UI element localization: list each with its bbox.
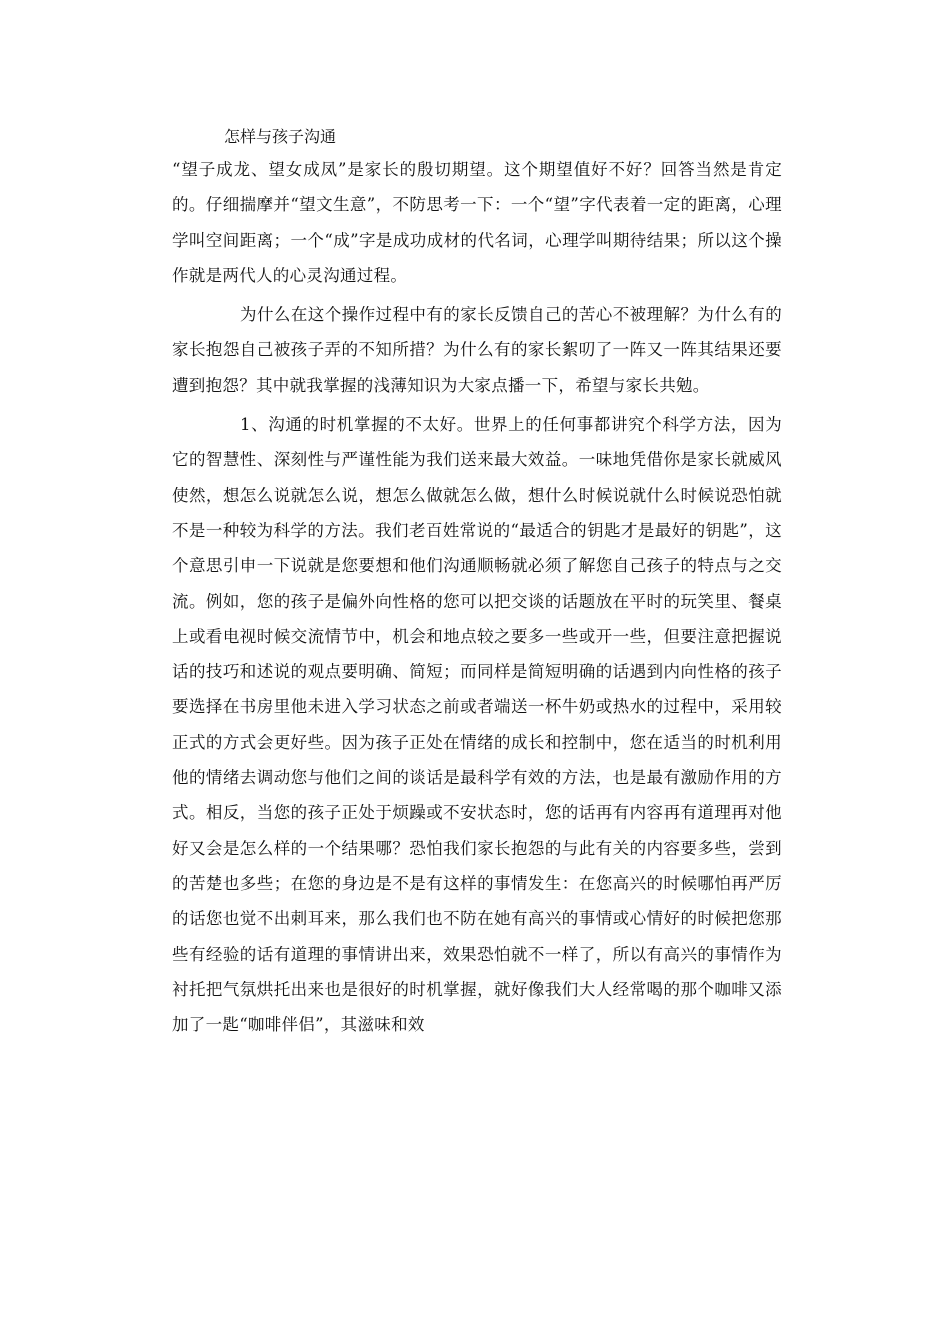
document-title: 怎样与孩子沟通 (224, 127, 337, 146)
document-body (172, 119, 782, 1046)
paragraph-point-1: 1、沟通的时机掌握的不太好。世界上的任何事都讲究个科学方法，因为它的智慧性、深刻性与严谨性能为我们送来最大效益。一味地凭借你是家长就威风使然，想怎么说就怎么说，想怎么做就怎么做，想什么时候说就什么时候说恐怕就不是一种较为科学的方法。我们老百姓常说的“最适合的钥匙才是最好的钥匙”，这个意思引申一下说就是您要想和他们沟通顺畅就必须了解您自己孩子的特点与之交流。例如，您的孩子是偏外向性格的您可以把交谈的话题放在平时的玩笑里、餐桌上或看电视时候交流情节中，机会和地点较之要多一些或开一些，但要注意把握说话的技巧和述说的观点要明确、简短；而同样是简短明确的话遇到内向性格的孩子要选择在书房里他未进入学习状态之前或者端送一杯牛奶或热水的过程中，采用较正式的方式会更好些。因为孩子正处在情绪的成长和控制中，您在适当的时机利用他的情绪去调动您与他们之间的谈话是最科学有效的方法，也是最有激励作用的方式。相反，当您的孩子正处于烦躁或不安状态时，您的话再有内容再有道理再对他好又会是怎么样的一个结果哪？恐怕我们家长抱怨的与此有关的内容要多些，尝到的苦楚也多些；在您的身边是不是有这样的事情发生：在您高兴的时候哪怕再严厉的话您也觉不出刺耳来，那么我们也不防在她有高兴的事情或心情好的时候把您那些有经验的话有道理的事情讲出来，效果恐怕就不一样了，所以有高兴的事情作为衬托把气氛烘托出来也是很好的时机掌握，就好像我们大人经常喝的那个咖啡又添加了一匙“咖啡伴侣”，其滋味和效 (172, 415, 782, 1035)
paragraph-questions: 为什么在这个操作过程中有的家长反馈自己的苦心不被理解？为什么有的家长抱怨自己被孩子弄的不知所措？为什么有的家长絮叨了一阵又一阵其结果还要遭到抱怨？其中就我掌握的浅薄知识为大家点播一下，希望与家长共勉。 (172, 305, 782, 395)
paragraph-intro: “望子成龙、望女成凤”是家长的殷切期望。这个期望值好不好？回答当然是肯定的。仔细揣摩并“望文生意”，不防思考一下：一个“望”字代表着一定的距离，心理学叫空间距离；一个“成”字是成功成材的代名词，心理学叫期待结果；所以这个操作就是两代人的心灵沟通过程。 (172, 160, 782, 285)
